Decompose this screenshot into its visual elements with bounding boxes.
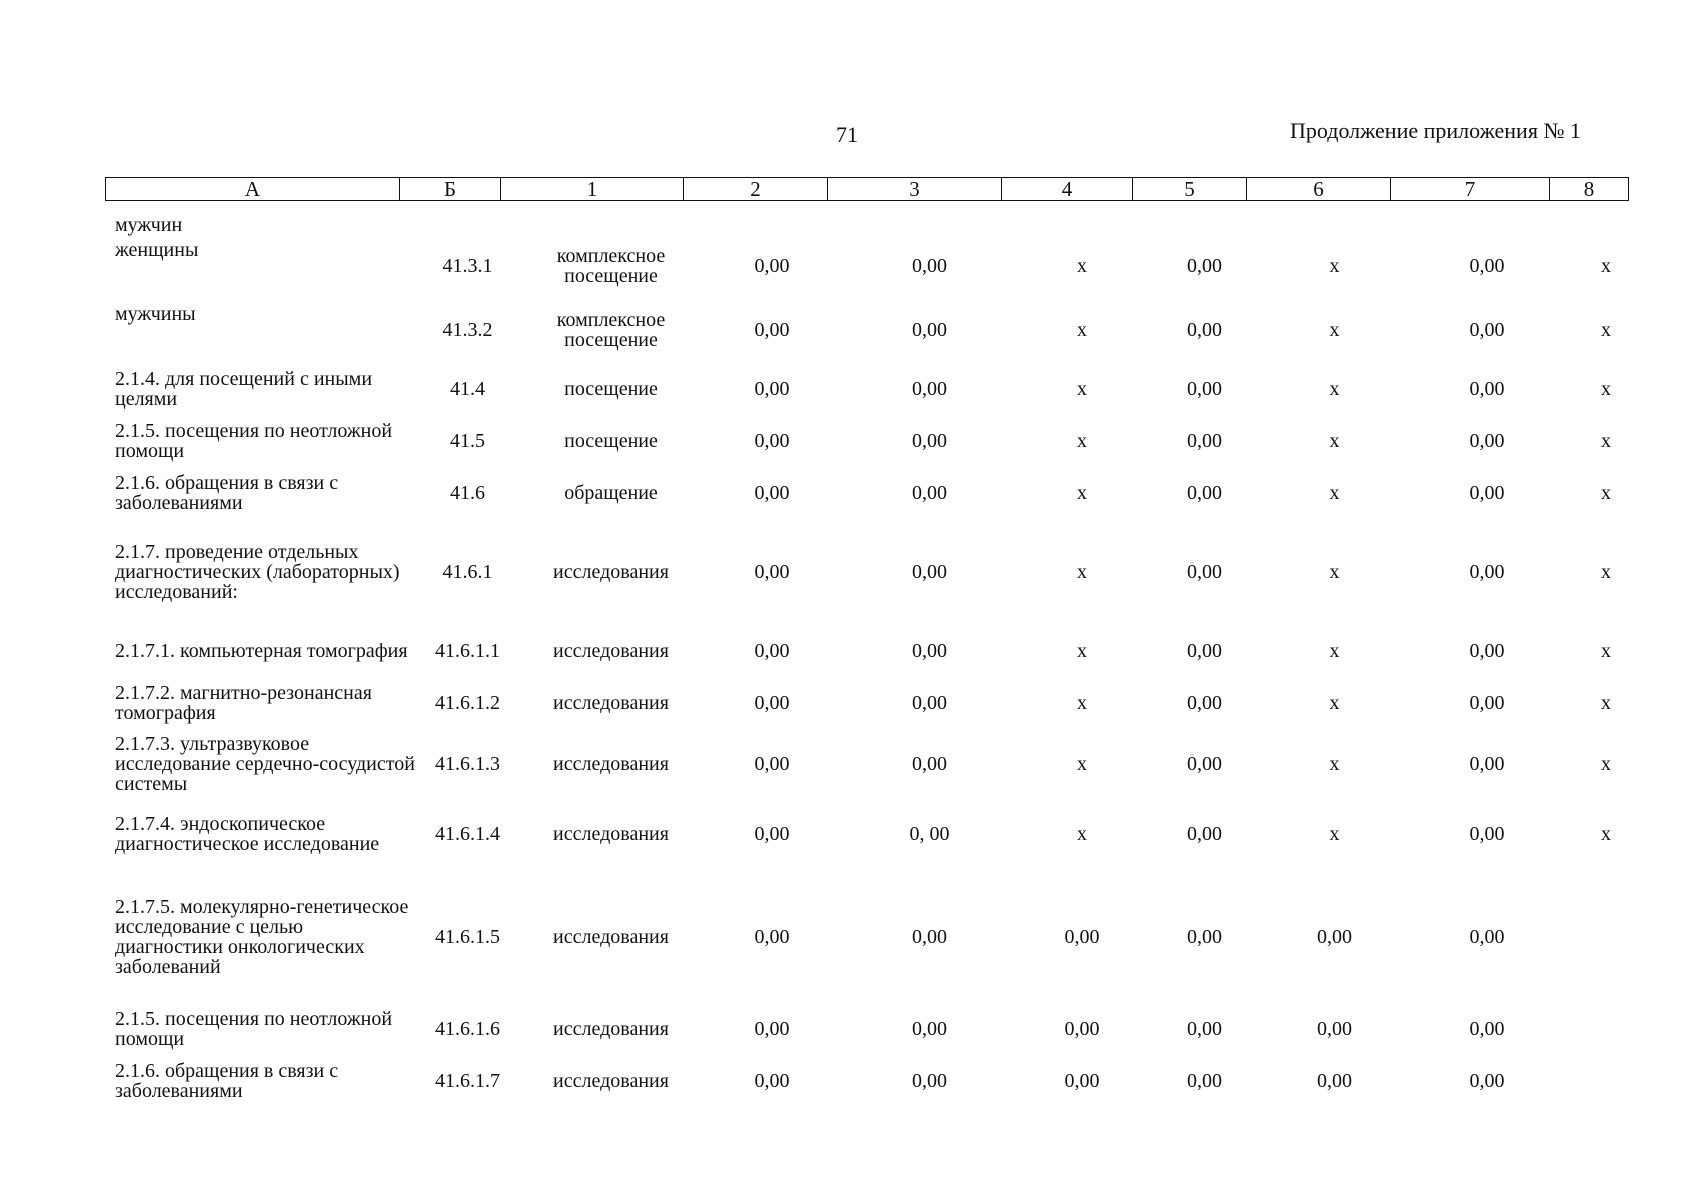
cell-6: 0,00 (1317, 926, 1352, 948)
table-row-fragment (105, 216, 1635, 234)
cell-5: 0,00 (1187, 319, 1222, 341)
cell-3: 0,00 (912, 1018, 947, 1040)
cell-b: 41.6 (450, 482, 485, 504)
cell-3: 0,00 (912, 1070, 947, 1092)
cell-5: 0,00 (1187, 926, 1222, 948)
cell-8: x (1601, 378, 1611, 400)
cell-a: мужчин (115, 214, 183, 236)
cell-1: исследования (553, 753, 669, 775)
cell-4: 0,00 (1064, 1070, 1100, 1092)
cell-4: 0,00 (1064, 926, 1100, 948)
cell-5: 0,00 (1187, 1070, 1222, 1092)
cell-3: 0,00 (912, 561, 947, 583)
cell-b: 41.6.1.2 (435, 692, 500, 714)
cell-1: комплексное посещение (556, 245, 666, 287)
page-number: 71 (836, 122, 858, 147)
cell-8: x (1601, 482, 1611, 504)
cell-a: 2.1.7.3. ультразвуковое исследование сердечно-сосудистой системы (115, 733, 415, 795)
cell-5: 0,00 (1187, 1018, 1222, 1040)
cell-6: x (1329, 319, 1340, 341)
column-header-table (105, 177, 1629, 201)
cell-6: 0,00 (1317, 1018, 1352, 1040)
cell-3: 0,00 (912, 482, 947, 504)
cell-b: 41.6.1.4 (435, 823, 500, 845)
cell-7: 0,00 (1469, 430, 1505, 452)
cell-5: 0,00 (1187, 692, 1222, 714)
cell-6: x (1329, 692, 1340, 714)
cell-4: x (1077, 482, 1087, 504)
cell-3: 0,00 (912, 640, 947, 662)
cell-2: 0,00 (754, 1018, 790, 1040)
cell-2: 0,00 (754, 640, 790, 662)
table-row (105, 418, 1635, 464)
cell-4: x (1077, 378, 1087, 400)
cell-8: x (1601, 561, 1611, 583)
cell-7: 0,00 (1469, 482, 1505, 504)
cell-3: 0,00 (912, 692, 947, 714)
cell-5: 0,00 (1187, 482, 1222, 504)
cell-1: посещение (564, 430, 658, 452)
cell-6: x (1329, 482, 1340, 504)
cell-7: 0,00 (1469, 1018, 1505, 1040)
cell-2: 0,00 (754, 378, 790, 400)
cell-5: 0,00 (1187, 561, 1222, 583)
continuation-label: Продолжение приложения № 1 (1290, 118, 1581, 143)
table-row (105, 240, 1635, 292)
cell-1: исследования (553, 561, 669, 583)
column-header-4: 4 (1002, 178, 1133, 201)
cell-3: 0, 00 (909, 823, 950, 845)
cell-4: x (1077, 561, 1087, 583)
column-header-7: 7 (1391, 178, 1550, 201)
cell-4: x (1077, 692, 1087, 714)
cell-b: 41.6.1.1 (435, 640, 500, 662)
cell-6: x (1329, 255, 1340, 277)
cell-4: x (1077, 319, 1087, 341)
cell-1: исследования (553, 1070, 669, 1092)
cell-2: 0,00 (754, 255, 790, 277)
cell-b: 41.3.2 (442, 319, 493, 341)
cell-2: 0,00 (754, 692, 790, 714)
table-body (105, 214, 1635, 1104)
column-header-2: 2 (684, 178, 828, 201)
cell-8: x (1601, 823, 1611, 845)
cell-6: x (1329, 561, 1340, 583)
table-row (105, 1006, 1635, 1052)
cell-3: 0,00 (912, 378, 947, 400)
cell-4: x (1077, 255, 1087, 277)
cell-a: 2.1.5. посещения по неотложной помощи (115, 1008, 393, 1050)
cell-b: 41.4 (450, 378, 485, 400)
cell-6: x (1329, 753, 1340, 775)
cell-5: 0,00 (1187, 255, 1222, 277)
cell-8: x (1601, 255, 1611, 277)
cell-a: 2.1.7.5. молекулярно-генетическое исследование с целью диагностики онкологических заболеваний (115, 896, 409, 978)
cell-8: x (1601, 319, 1611, 341)
cell-a: 2.1.7.4. эндоскопическое диагностическое исследование (115, 813, 380, 855)
cell-a: 2.1.6. обращения в связи с заболеваниями (115, 472, 339, 514)
cell-b: 41.3.1 (442, 255, 493, 277)
cell-a: мужчины (115, 303, 196, 325)
cell-4: x (1077, 430, 1087, 452)
cell-7: 0,00 (1469, 692, 1505, 714)
cell-b: 41.6.1.7 (435, 1070, 500, 1092)
table-row (105, 366, 1635, 412)
cell-a: 2.1.7. проведение отдельных диагностических (лабораторных) исследований: (115, 541, 400, 603)
cell-3: 0,00 (912, 926, 947, 948)
cell-7: 0,00 (1469, 378, 1505, 400)
cell-1: исследования (553, 1018, 669, 1040)
cell-1: исследования (553, 692, 669, 714)
cell-8: x (1601, 753, 1611, 775)
column-header-5: 5 (1133, 178, 1247, 201)
cell-4: x (1077, 640, 1087, 662)
column-header-b: Б (400, 178, 501, 201)
column-header-1: 1 (501, 178, 684, 201)
cell-2: 0,00 (754, 319, 790, 341)
cell-a: 2.1.6. обращения в связи с заболеваниями (115, 1060, 339, 1102)
cell-4: x (1077, 753, 1087, 775)
cell-7: 0,00 (1469, 1070, 1505, 1092)
cell-7: 0,00 (1469, 255, 1505, 277)
cell-3: 0,00 (912, 255, 947, 277)
cell-b: 41.5 (450, 430, 485, 452)
cell-6: x (1329, 823, 1340, 845)
cell-1: исследования (553, 926, 669, 948)
cell-6: x (1329, 430, 1340, 452)
cell-2: 0,00 (754, 482, 790, 504)
cell-3: 0,00 (912, 319, 947, 341)
cell-7: 0,00 (1469, 561, 1505, 583)
cell-4: x (1077, 823, 1087, 845)
table-row (105, 802, 1635, 866)
cell-2: 0,00 (754, 823, 790, 845)
cell-8: x (1601, 640, 1611, 662)
cell-b: 41.6.1.3 (435, 753, 500, 775)
cell-6: x (1329, 378, 1340, 400)
cell-2: 0,00 (754, 926, 790, 948)
cell-b: 41.6.1 (442, 561, 493, 583)
table-row (105, 470, 1635, 516)
cell-7: 0,00 (1469, 926, 1505, 948)
cell-7: 0,00 (1469, 823, 1505, 845)
table-row (105, 628, 1635, 674)
cell-3: 0,00 (912, 430, 947, 452)
cell-2: 0,00 (754, 753, 790, 775)
cell-a: 2.1.7.2. магнитно-резонансная томография (115, 682, 372, 724)
table-row (105, 304, 1635, 356)
column-header-3: 3 (828, 178, 1002, 201)
cell-7: 0,00 (1469, 753, 1505, 775)
cell-5: 0,00 (1187, 378, 1222, 400)
cell-5: 0,00 (1187, 753, 1222, 775)
table-row (105, 732, 1635, 796)
cell-a: 2.1.5. посещения по неотложной помощи (115, 420, 393, 462)
cell-4: 0,00 (1064, 1018, 1100, 1040)
column-header-8: 8 (1550, 178, 1629, 201)
cell-5: 0,00 (1187, 823, 1222, 845)
cell-6: x (1329, 640, 1340, 662)
column-header-a: А (106, 178, 400, 201)
cell-1: исследования (553, 640, 669, 662)
cell-1: комплексное посещение (556, 309, 666, 351)
cell-2: 0,00 (754, 430, 790, 452)
cell-b: 41.6.1.6 (435, 1018, 500, 1040)
cell-a: 2.1.7.1. компьютерная томография (115, 640, 408, 662)
cell-3: 0,00 (912, 753, 947, 775)
cell-a: 2.1.4. для посещений с иными целями (115, 368, 373, 410)
cell-b: 41.6.1.5 (435, 926, 500, 948)
table-row (105, 1058, 1635, 1104)
column-header-6: 6 (1247, 178, 1391, 201)
cell-5: 0,00 (1187, 640, 1222, 662)
cell-8: x (1601, 692, 1611, 714)
cell-7: 0,00 (1469, 640, 1505, 662)
cell-8: x (1601, 430, 1611, 452)
cell-2: 0,00 (754, 1070, 790, 1092)
cell-6: 0,00 (1317, 1070, 1352, 1092)
table-row (105, 522, 1635, 622)
cell-1: исследования (553, 823, 669, 845)
cell-5: 0,00 (1187, 430, 1222, 452)
cell-7: 0,00 (1469, 319, 1505, 341)
cell-1: обращение (564, 482, 658, 504)
cell-a: женщины (115, 239, 199, 261)
cell-2: 0,00 (754, 561, 790, 583)
cell-1: посещение (564, 378, 658, 400)
table-row (105, 680, 1635, 726)
table-row (105, 876, 1635, 998)
